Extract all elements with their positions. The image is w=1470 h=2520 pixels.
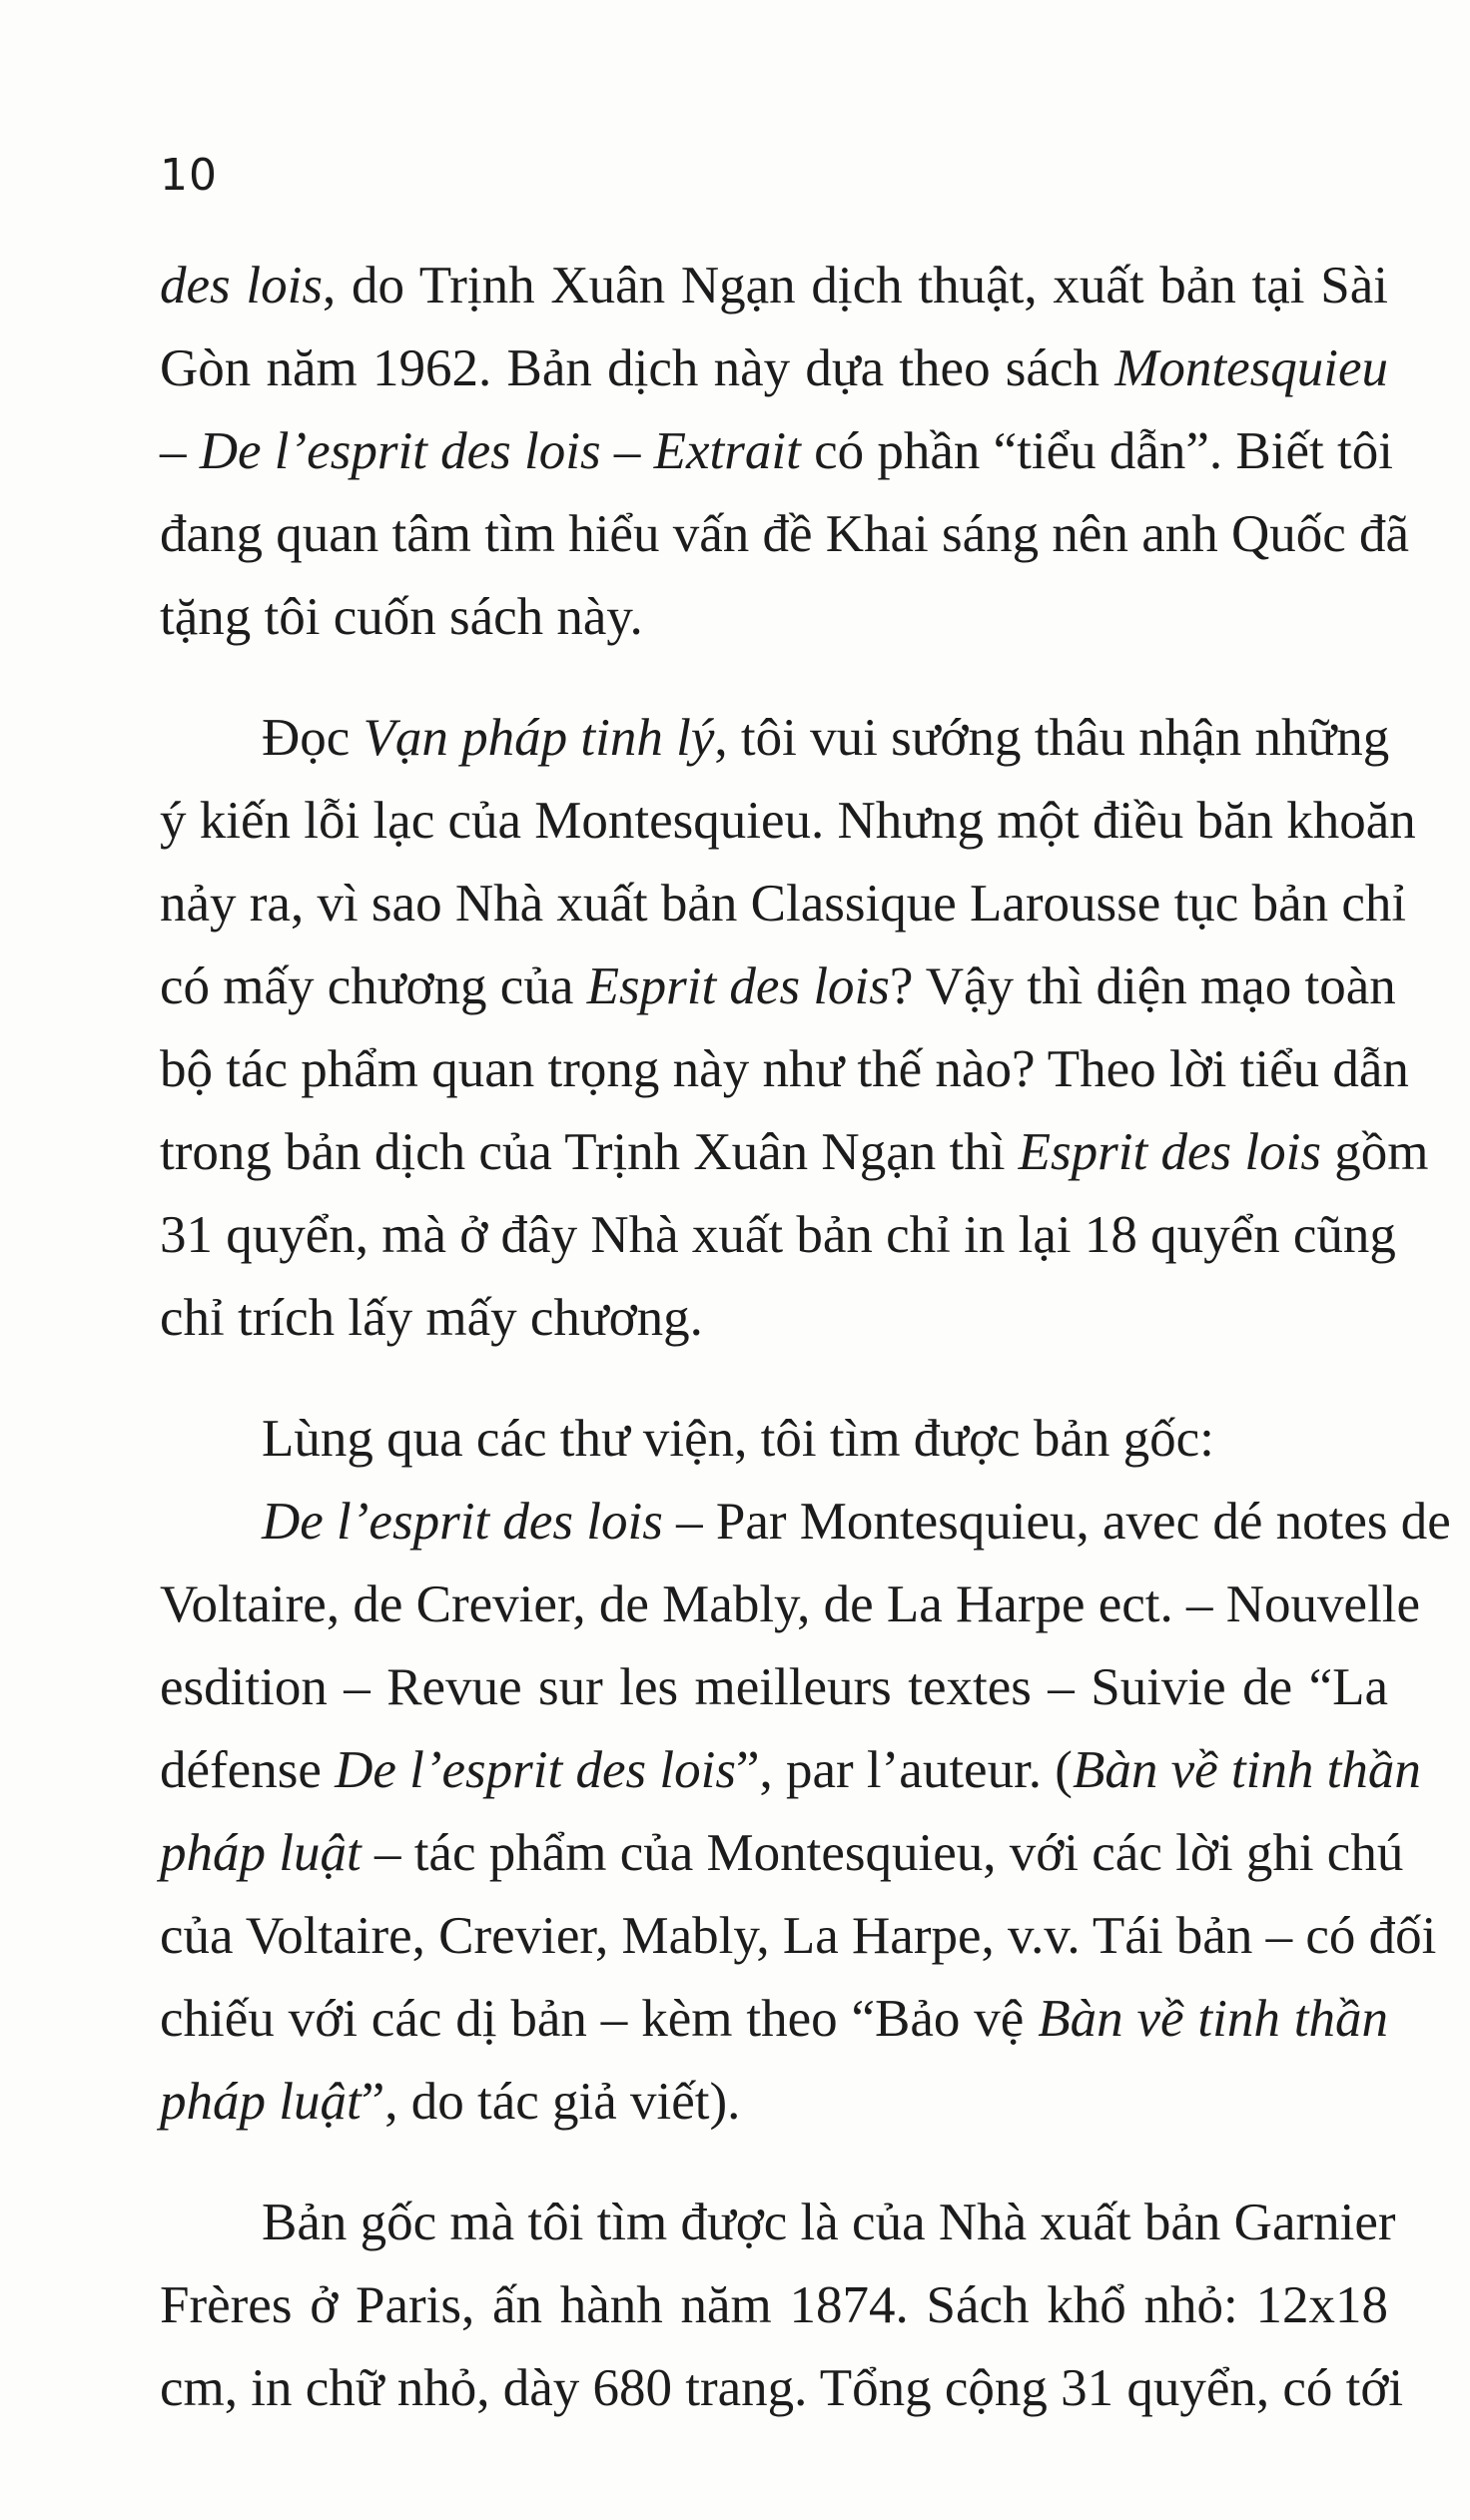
- text-line: [160, 1990, 1388, 2048]
- text-run: ? Vậy thì diện mạo toàn: [889, 957, 1396, 1015]
- text-run: ”, par l’auteur. (: [735, 1741, 1073, 1799]
- text-run: chiếu với các dị bản – kèm theo “Bảo vệ: [160, 1990, 1039, 2048]
- text-run: của Voltaire, Crevier, Mably, La Harpe, v.v. Tái bản – có đối: [160, 1907, 1437, 1965]
- italic-text: Bàn về tinh thần: [1038, 1990, 1388, 2048]
- text-run: –: [160, 422, 200, 480]
- text-run: có phần “tiểu dẫn”. Biết tôi: [800, 422, 1393, 480]
- text-line: [160, 1040, 1409, 1098]
- text-line: [262, 709, 1390, 767]
- text-line: [160, 957, 1396, 1015]
- text-line: [160, 1741, 1421, 1799]
- text-run: đang quan tâm tìm hiểu vấn đề Khai sáng nên anh Quốc đã: [160, 505, 1410, 563]
- text-line: [160, 2276, 1388, 2334]
- text-run: cm, in chữ nhỏ, dày 680 trang. Tổng cộng 31 quyển, có tới: [160, 2359, 1404, 2417]
- text-line: [160, 505, 1410, 563]
- text-line: [160, 1123, 1429, 1181]
- italic-text: De l’esprit des lois: [262, 1493, 663, 1551]
- text-run: Đọc: [262, 709, 364, 767]
- italic-text: Montesquieu: [1114, 339, 1388, 397]
- text-line: [160, 1289, 1388, 1347]
- text-run: , do Trịnh Xuân Ngạn dịch thuật, xuất bản tại Sài: [322, 257, 1388, 315]
- text-line: [160, 422, 1393, 480]
- text-line: [160, 1824, 1404, 1882]
- italic-text: Esprit des lois: [586, 957, 890, 1015]
- text-run: – tác phẩm của Montesquieu, với các lời ghi chú: [361, 1824, 1404, 1882]
- text-line: [160, 1907, 1437, 1965]
- text-line: [160, 2073, 1388, 2131]
- italic-text: De l’esprit des lois: [335, 1741, 736, 1799]
- text-line: [160, 792, 1416, 850]
- text-run: – Par Montesquieu, avec dé notes de: [662, 1493, 1451, 1551]
- italic-text: De l’esprit des lois – Extrait: [199, 422, 801, 480]
- text-run: nảy ra, vì sao Nhà xuất bản Classique Larousse tục bản chỉ: [160, 875, 1407, 933]
- text-run: Frères ở Paris, ấn hành năm 1874. Sách khổ nhỏ: 12x18: [160, 2276, 1388, 2334]
- text-run: trong bản dịch của Trịnh Xuân Ngạn thì: [160, 1123, 1019, 1181]
- italic-text: pháp luật: [160, 2073, 362, 2131]
- text-run: tặng tôi cuốn sách này.: [160, 588, 643, 646]
- text-line: [160, 1575, 1421, 1633]
- text-run: chỉ trích lấy mấy chương.: [160, 1289, 703, 1347]
- text-line: [160, 1206, 1396, 1264]
- text-line: [262, 1493, 1451, 1551]
- text-line: [160, 2359, 1404, 2417]
- text-line: [160, 257, 1388, 315]
- italic-text: Vạn pháp tinh lý: [363, 709, 715, 767]
- text-run: Voltaire, de Crevier, de Mably, de La Harpe ect. – Nouvelle: [160, 1575, 1421, 1633]
- text-line: [160, 1658, 1388, 1716]
- text-run: esdition – Revue sur les meilleurs textes – Suivie de “La: [160, 1658, 1388, 1716]
- italic-text: Bàn về tinh thần: [1072, 1741, 1421, 1799]
- text-run: bộ tác phẩm quan trọng này như thế nào? Theo lời tiểu dẫn: [160, 1040, 1409, 1098]
- text-line: [160, 339, 1388, 397]
- text-run: 31 quyển, mà ở đây Nhà xuất bản chỉ in lại 18 quyển cũng: [160, 1206, 1396, 1264]
- text-run: , tôi vui sướng thâu nhận những: [714, 709, 1390, 767]
- text-line: [160, 875, 1407, 933]
- text-run: Gòn năm 1962. Bản dịch này dựa theo sách: [160, 339, 1115, 397]
- text-line: [262, 1410, 1388, 1468]
- text-run: gồm: [1320, 1123, 1429, 1181]
- text-run: ”, do tác giả viết).: [361, 2073, 741, 2131]
- text-line: [160, 588, 1388, 646]
- text-run: Lùng qua các thư viện, tôi tìm được bản gốc:: [262, 1410, 1214, 1468]
- text-run: Bản gốc mà tôi tìm được là của Nhà xuất bản Garnier: [262, 2194, 1396, 2251]
- text-run: défense: [160, 1741, 336, 1799]
- italic-text: des lois: [160, 257, 323, 315]
- italic-text: Esprit des lois: [1018, 1123, 1321, 1181]
- text-line: [262, 2194, 1396, 2251]
- italic-text: pháp luật: [160, 1824, 362, 1882]
- text-run: ý kiến lỗi lạc của Montesquieu. Nhưng một điều băn khoăn: [160, 792, 1416, 850]
- page-number: 10: [160, 150, 218, 201]
- text-run: có mấy chương của: [160, 957, 587, 1015]
